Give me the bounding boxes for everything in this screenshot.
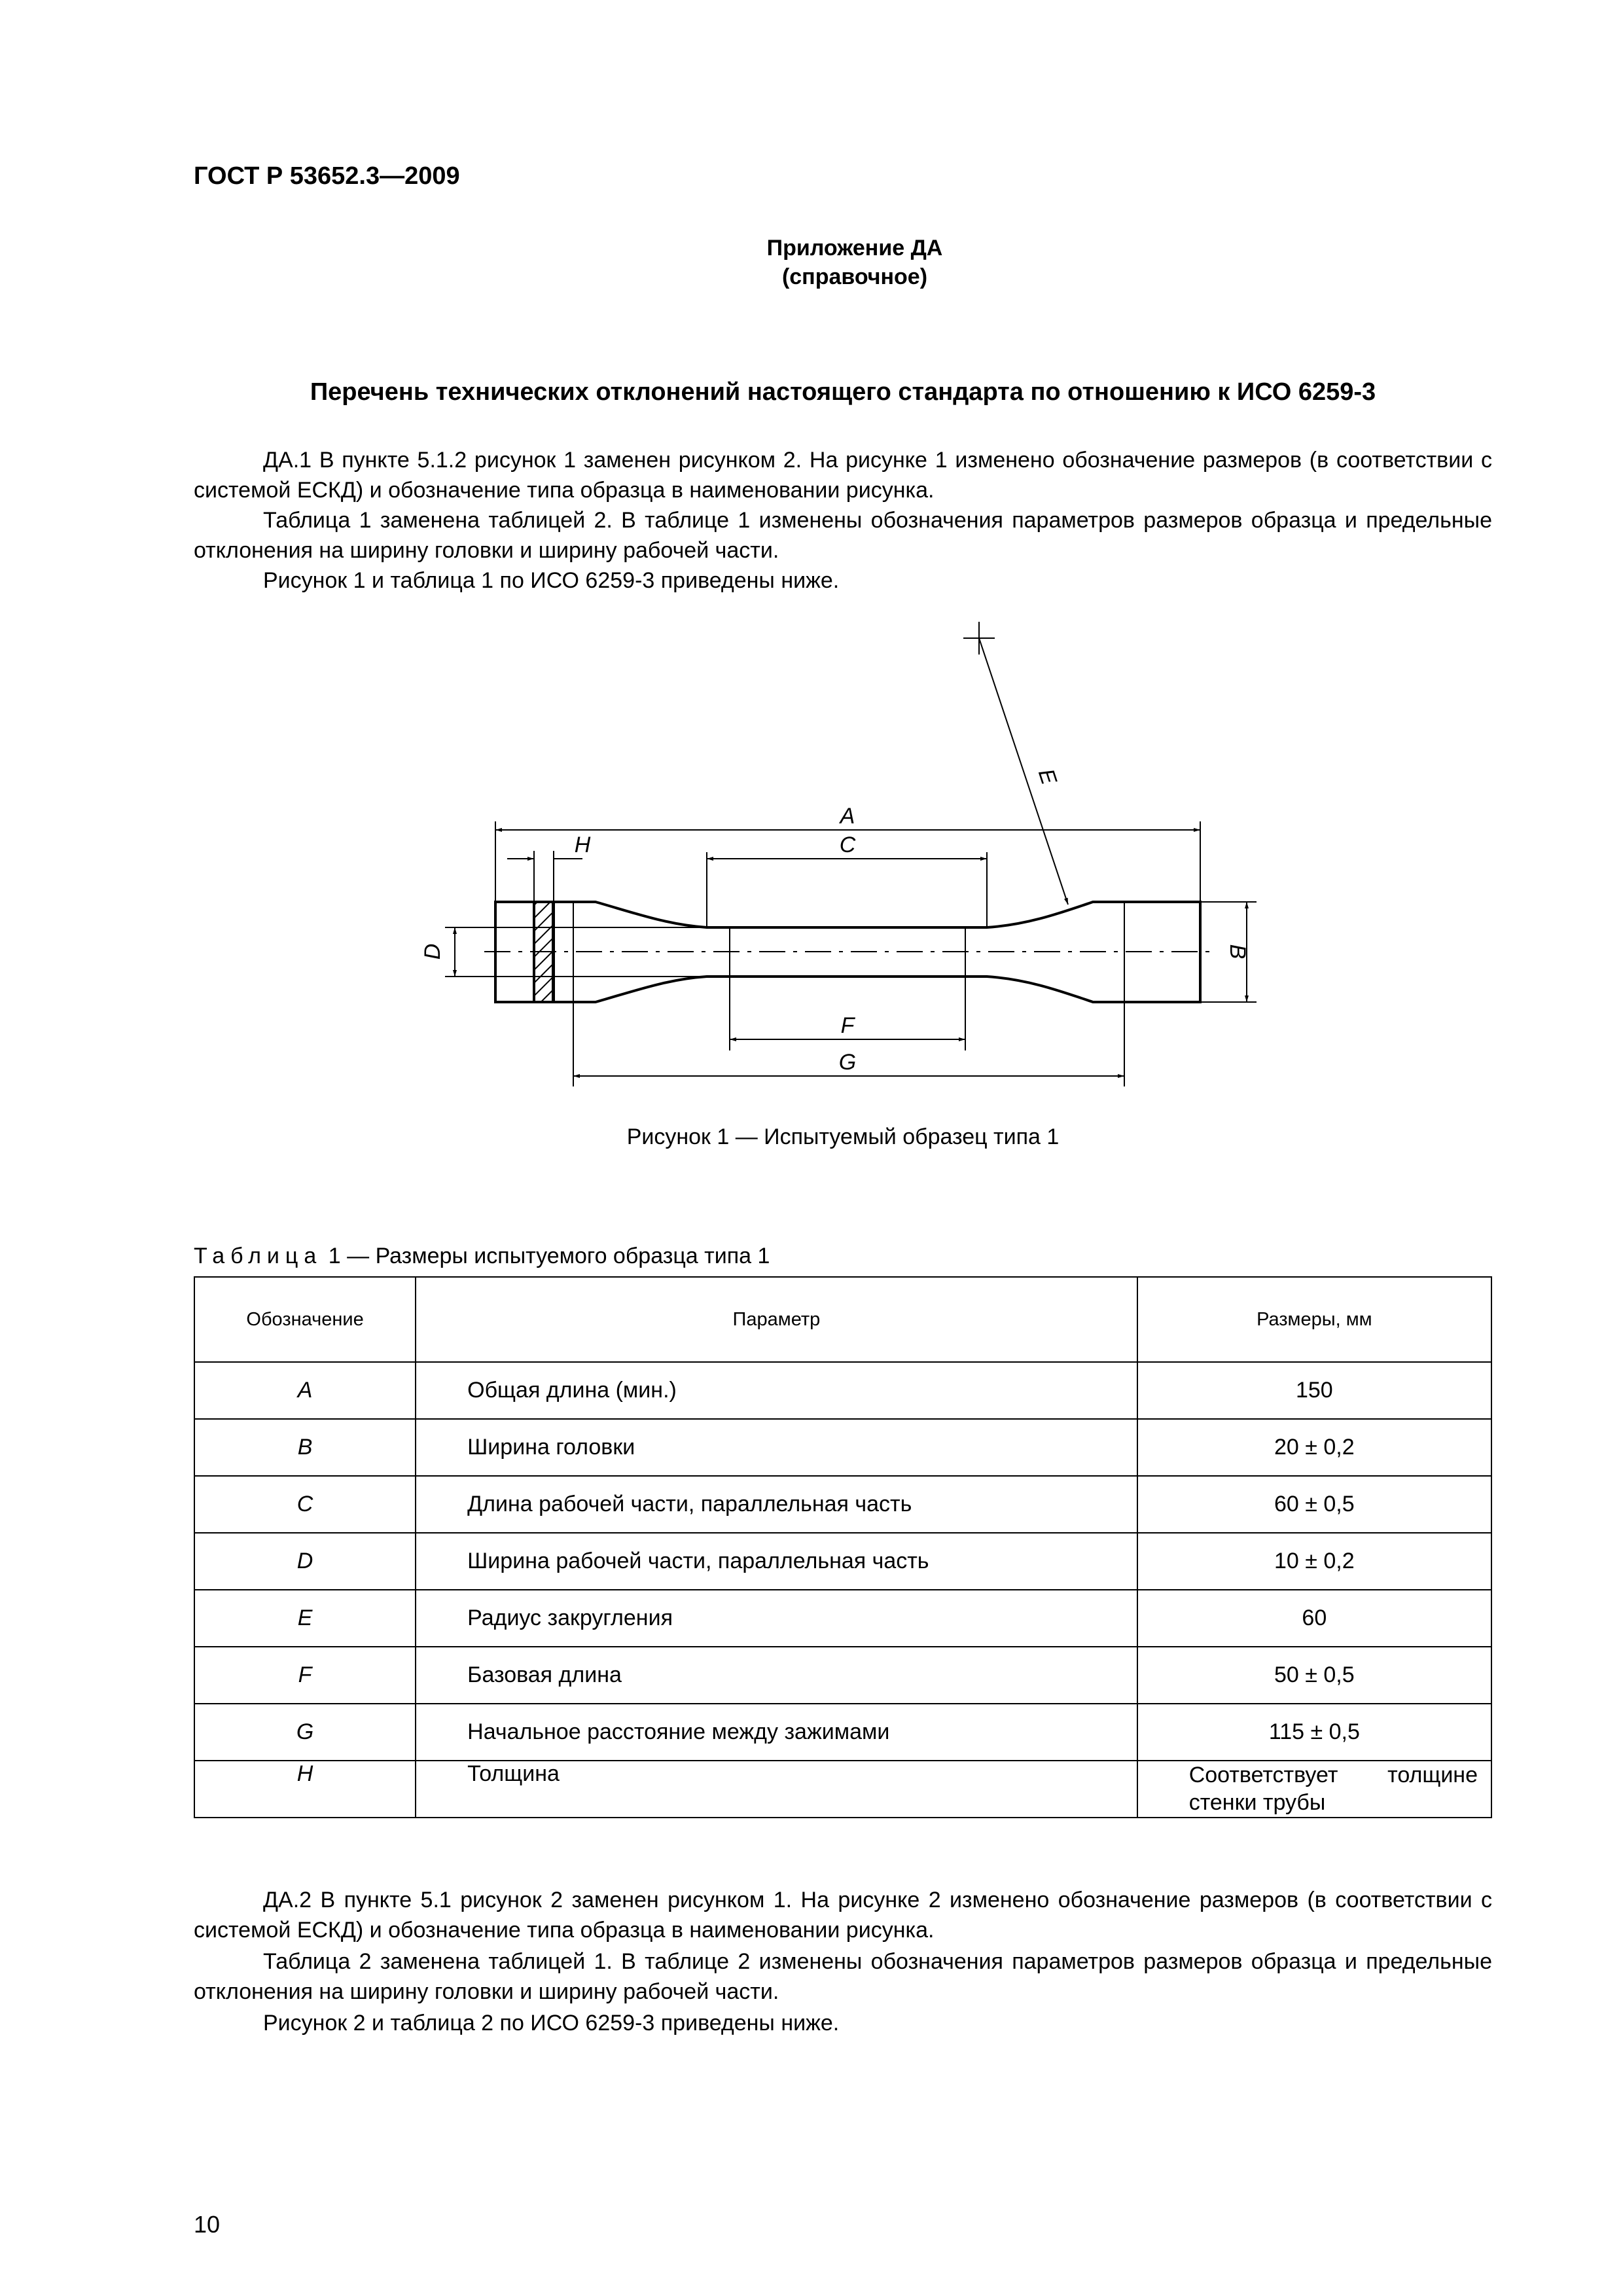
table-title-prefix: Таблица [194,1244,323,1268]
table-title-rest: 1 — Размеры испытуемого образца типа 1 [328,1244,770,1268]
paragraph-da2-ref: Рисунок 2 и таблица 2 по ИСО 6259-3 приведены ниже. [263,2011,840,2036]
header-parameter: Параметр [416,1277,1137,1362]
annex-status: (справочное) [781,264,928,289]
row-symbol: B [194,1419,416,1476]
paragraph-da2-table: Таблица 2 заменена таблицей 1. В таблице 2 изменены обозначения параметров размеров образца и предельные отклонения на ширину головки и ширину рабочей части. [194,1949,1492,2004]
label-a: A [840,804,855,829]
row-symbol: A [194,1362,416,1419]
label-g: G [838,1050,857,1075]
label-d: D [420,943,445,960]
table-row [194,1419,1491,1476]
header-dimensions: Размеры, мм [1137,1277,1491,1362]
label-b: B [1225,944,1250,960]
row-value: 10 ± 0,2 [1137,1533,1491,1590]
dimensions-table [194,1276,1492,1818]
row-parameter: Ширина головки [416,1419,1137,1476]
label-c: C [839,833,856,857]
row-value: 20 ± 0,2 [1137,1419,1491,1476]
row-symbol: G [194,1704,416,1761]
row-value: 150 [1137,1362,1491,1419]
row-parameter: Длина рабочей части, параллельная часть [416,1476,1137,1533]
annex-title: Приложение ДА [766,236,943,260]
main-title: Перечень технических отклонений настоящего стандарта по отношению к ИСО 6259-3 [310,378,1376,406]
row-symbol: C [194,1476,416,1533]
label-h: H [574,833,591,857]
row-symbol: E [194,1590,416,1647]
row-symbol: H [194,1761,416,1818]
table-row [194,1647,1491,1704]
row-value: 60 ± 0,5 [1137,1476,1491,1533]
paragraph-da1-ref: Рисунок 1 и таблица 1 по ИСО 6259-3 приведены ниже. [263,568,840,593]
row-value: 50 ± 0,5 [1137,1647,1491,1704]
table-row [194,1761,1491,1818]
row-symbol: F [194,1647,416,1704]
row-parameter: Общая длина (мин.) [416,1362,1137,1419]
row-parameter: Радиус закругления [416,1590,1137,1647]
row-value: 115 ± 0,5 [1137,1704,1491,1761]
figure-caption: Рисунок 1 — Испытуемый образец типа 1 [626,1124,1060,1149]
table-header-row [194,1277,1491,1362]
table-row [194,1476,1491,1533]
row-value: 60 [1137,1590,1491,1647]
table-row [194,1533,1491,1590]
header-designation: Обозначение [194,1277,416,1362]
label-f: F [840,1013,855,1038]
row-parameter: Ширина рабочей части, параллельная часть [416,1533,1137,1590]
row-value: Соответствует толщине стенки трубы [1137,1761,1491,1818]
table-row [194,1590,1491,1647]
standard-code: ГОСТ Р 53652.3—2009 [194,162,460,190]
row-parameter: Толщина [416,1761,1137,1818]
row-parameter: Начальное расстояние между зажимами [416,1704,1137,1761]
paragraph-da1: ДА.1 В пункте 5.1.2 рисунок 1 заменен рисунком 2. На рисунке 1 изменено обозначение размеров (в соответствии с системой ЕСКД) и обозначение типа образца в наименовании рисунка. [194,448,1492,503]
paragraph-da2: ДА.2 В пункте 5.1 рисунок 2 заменен рисунком 1. На рисунке 2 изменено обозначение размеров (в соответствии с системой ЕСКД) и обозначение типа образца в наименовании рисунка. [194,1888,1492,1943]
table-title [194,1244,770,1269]
label-e: E [1033,765,1062,788]
row-symbol: D [194,1533,416,1590]
paragraph-da1-table: Таблица 1 заменена таблицей 2. В таблице 1 изменены обозначения параметров размеров образца и предельные отклонения на ширину головки и ширину рабочей части. [194,508,1492,563]
table-row [194,1704,1491,1761]
row-parameter: Базовая длина [416,1647,1137,1704]
page-number: 10 [194,2211,221,2238]
specimen-drawing [194,615,1492,1113]
table-row [194,1362,1491,1419]
